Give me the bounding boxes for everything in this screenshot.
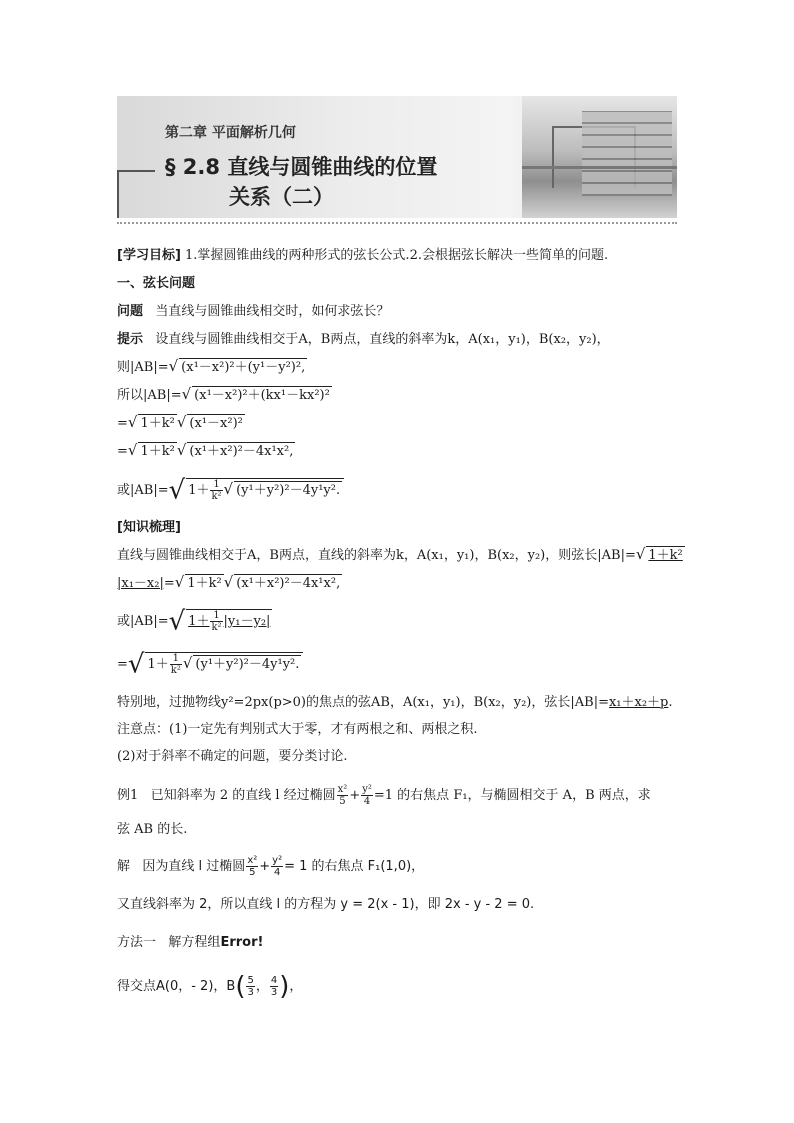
sqrt-icon: √ xyxy=(127,413,138,431)
knowledge-note-1: 注意点：(1)一定先有判别式大于零，才有两根之和、两根之积. xyxy=(117,722,478,737)
fraction-numerator: y² xyxy=(362,784,372,795)
error-text: Error! xyxy=(220,935,264,950)
formula-5 xyxy=(117,475,344,506)
fraction-numerator: 5 xyxy=(247,975,254,986)
fraction-numerator: y² xyxy=(272,855,283,866)
section-title xyxy=(165,152,437,212)
formula-2-prefix: 所以|AB|= xyxy=(117,388,182,403)
formula-3-prefix: = xyxy=(117,416,128,431)
formula-5-outer xyxy=(186,478,344,502)
knowledge-line-3-abs: |y₁－y₂| xyxy=(223,614,271,629)
knowledge-line-2-abs: |x₁－x₂| xyxy=(117,576,164,591)
formula-3-radicand-b: (x¹－x²)² xyxy=(189,416,243,431)
fraction-denominator: 4 xyxy=(363,796,371,807)
sqrt-icon: √ xyxy=(176,413,187,431)
banner-bracket-side xyxy=(117,170,119,218)
knowledge-line-4-outer xyxy=(145,652,303,676)
sqrt-icon: √ xyxy=(176,441,187,459)
knowledge-line-3-prefix: 或|AB|= xyxy=(117,614,169,629)
formula-2-radicand: (x¹－x²)²＋(kx¹－kx²)² xyxy=(194,388,330,403)
knowledge-special-end: . xyxy=(668,695,673,710)
formula-1-prefix: 则|AB|= xyxy=(117,360,169,375)
knowledge-special-text: 特别地，过抛物线y²=2px(p>0)的焦点的弦AB，A(x₁，y₁)，B(x₂，y₂)，弦长|AB|= xyxy=(117,695,609,710)
formula-3-radicand-a: 1＋k² xyxy=(140,416,175,431)
fraction-numerator: 1 xyxy=(170,653,182,665)
question-text: 当直线与圆锥曲线相交时，如何求弦长？ xyxy=(155,304,390,319)
left-paren: ( xyxy=(235,971,246,1002)
right-paren: ) xyxy=(279,971,290,1002)
building-ground xyxy=(522,166,677,169)
fraction-denominator: k² xyxy=(211,622,222,633)
hint-text: 设直线与圆锥曲线相交于A，B两点，直线的斜率为k，A(x₁，y₁)，B(x₂，y₂)， xyxy=(155,332,610,347)
formula-4-prefix: = xyxy=(117,444,128,459)
fraction-denominator: k² xyxy=(170,665,181,676)
method-label: 方法一 xyxy=(117,935,157,950)
sqrt-icon: √ xyxy=(168,475,186,506)
fraction-denominator: 3 xyxy=(247,987,254,998)
fraction-numerator: x² xyxy=(247,855,258,866)
formula-4-radicand-a: 1＋k² xyxy=(140,444,175,459)
example-label: 例1 xyxy=(117,788,139,803)
sqrt-icon: √ xyxy=(635,545,646,563)
question-line xyxy=(117,303,389,321)
fraction xyxy=(210,479,222,502)
knowledge-line-3 xyxy=(117,606,272,637)
fraction xyxy=(210,610,222,633)
building-photo xyxy=(522,96,677,218)
knowledge-line-4 xyxy=(117,649,303,680)
fraction-denominator: k² xyxy=(211,491,222,502)
knowledge-special xyxy=(117,694,673,712)
example-text-2: =1 的右焦点 F₁，与椭圆相交于 A，B 两点，求 xyxy=(373,788,651,803)
example-line-1 xyxy=(117,784,651,807)
objectives-text: 1.掌握圆锥曲线的两种形式的弦长公式.2.会根据弦长解决一些简单的问题. xyxy=(185,248,609,263)
fraction xyxy=(337,784,349,807)
banner-bracket-top xyxy=(117,170,155,220)
knowledge-line-1-sqrt: 1＋k² xyxy=(648,548,683,563)
solution-text-3b: ， xyxy=(289,979,303,994)
part-heading: 一、弦长问题 xyxy=(117,276,196,291)
formula-4-radicand-b: (x¹＋x²)²－4x¹x², xyxy=(189,444,294,459)
formula-1 xyxy=(117,357,307,377)
sqrt-icon: √ xyxy=(182,654,193,672)
solution-text-3a: 得交点A(0，- 2)，B xyxy=(117,979,236,994)
fraction xyxy=(361,784,373,807)
solution-text-1b: = 1 的右焦点 F₁(1,0)， xyxy=(284,859,425,874)
knowledge-line-2 xyxy=(117,573,342,593)
section-title-line1: § 2.8 直线与圆锥曲线的位置 xyxy=(165,155,438,179)
fraction-numerator: 1 xyxy=(210,610,222,622)
fraction-denominator: 5 xyxy=(339,796,346,807)
formula-5-one: 1＋ xyxy=(188,483,210,498)
objectives-line xyxy=(117,247,608,265)
sqrt-icon: √ xyxy=(223,480,234,498)
knowledge-special-answer: x₁＋x₂＋p xyxy=(608,695,669,710)
knowledge-line-3-one: 1＋ xyxy=(188,614,210,629)
formula-2 xyxy=(117,385,332,405)
example-line-2: 弦 AB 的长. xyxy=(117,822,188,837)
objectives-label: [学习目标] xyxy=(117,248,181,263)
banner-divider xyxy=(117,222,677,224)
solution-text-1a: 因为直线 l 过椭圆 xyxy=(142,859,246,874)
knowledge-line-2-sqrt-a: 1＋k² xyxy=(187,576,222,591)
solution-label: 解 xyxy=(117,859,131,874)
solution-line-2: 又直线斜率为 2，所以直线 l 的方程为 y = 2(x - 1)，即 2x - y - 2 = 0. xyxy=(117,897,535,912)
fraction-numerator: x² xyxy=(337,784,348,795)
sqrt-icon: √ xyxy=(168,606,186,637)
knowledge-line-2-sqrt-b: (x¹＋x²)²－4x¹x², xyxy=(236,576,341,591)
fraction-denominator: 4 xyxy=(273,867,281,878)
knowledge-line-2-eq: = xyxy=(163,576,175,591)
fraction-numerator: 4 xyxy=(270,975,278,986)
sqrt-icon: √ xyxy=(168,357,179,375)
building-floors xyxy=(582,111,672,196)
solution-line-1 xyxy=(117,855,424,878)
fraction xyxy=(246,975,254,998)
sqrt-icon: √ xyxy=(127,649,145,680)
hint-label: 提示 xyxy=(117,332,144,347)
plus-sign: + xyxy=(259,859,271,874)
formula-5-prefix: 或|AB|= xyxy=(117,483,169,498)
knowledge-line-4-radicand: (y¹＋y²)²－4y¹y². xyxy=(195,657,300,672)
formula-1-radicand: (x¹－x²)²＋(y¹－y²)², xyxy=(181,360,306,375)
example-text-1: 已知斜率为 2 的直线 l 经过椭圆 xyxy=(150,788,336,803)
fraction-denominator: 3 xyxy=(270,987,278,998)
knowledge-line-4-one: 1＋ xyxy=(147,657,169,672)
knowledge-line-1-text: 直线与圆锥曲线相交于A，B两点，直线的斜率为k，A(x₁，y₁)，B(x₂，y₂)，则弦长|AB|= xyxy=(117,548,636,563)
knowledge-line-3-outer xyxy=(186,609,272,633)
sqrt-icon: √ xyxy=(127,441,138,459)
solution-line-4 xyxy=(117,971,303,1002)
knowledge-label: [知识梳理] xyxy=(117,520,181,535)
solution-line-3 xyxy=(117,934,263,952)
fraction-numerator: 1 xyxy=(210,479,222,491)
plus-sign: + xyxy=(349,788,361,803)
fraction xyxy=(246,855,258,878)
formula-4 xyxy=(117,441,295,461)
comma: ， xyxy=(255,979,269,994)
method-text: 解方程组 xyxy=(168,935,221,950)
knowledge-line-4-prefix: = xyxy=(117,657,128,672)
fraction xyxy=(270,975,278,998)
knowledge-note-2: (2)对于斜率不确定的问题，要分类讨论. xyxy=(117,749,348,764)
formula-3 xyxy=(117,413,245,433)
fraction xyxy=(170,653,182,676)
formula-5-radicand: (y¹＋y²)²－4y¹y². xyxy=(236,483,341,498)
question-label: 问题 xyxy=(117,304,144,319)
sqrt-icon: √ xyxy=(223,573,234,591)
fraction xyxy=(271,855,283,878)
hint-line xyxy=(117,331,610,349)
sqrt-icon: √ xyxy=(181,385,192,403)
fraction-denominator: 5 xyxy=(249,867,256,878)
knowledge-line-1 xyxy=(117,545,685,565)
sqrt-icon: √ xyxy=(174,573,185,591)
chapter-title: 第二章 平面解析几何 xyxy=(165,125,296,141)
section-title-line2: 关系（二） xyxy=(229,185,334,209)
